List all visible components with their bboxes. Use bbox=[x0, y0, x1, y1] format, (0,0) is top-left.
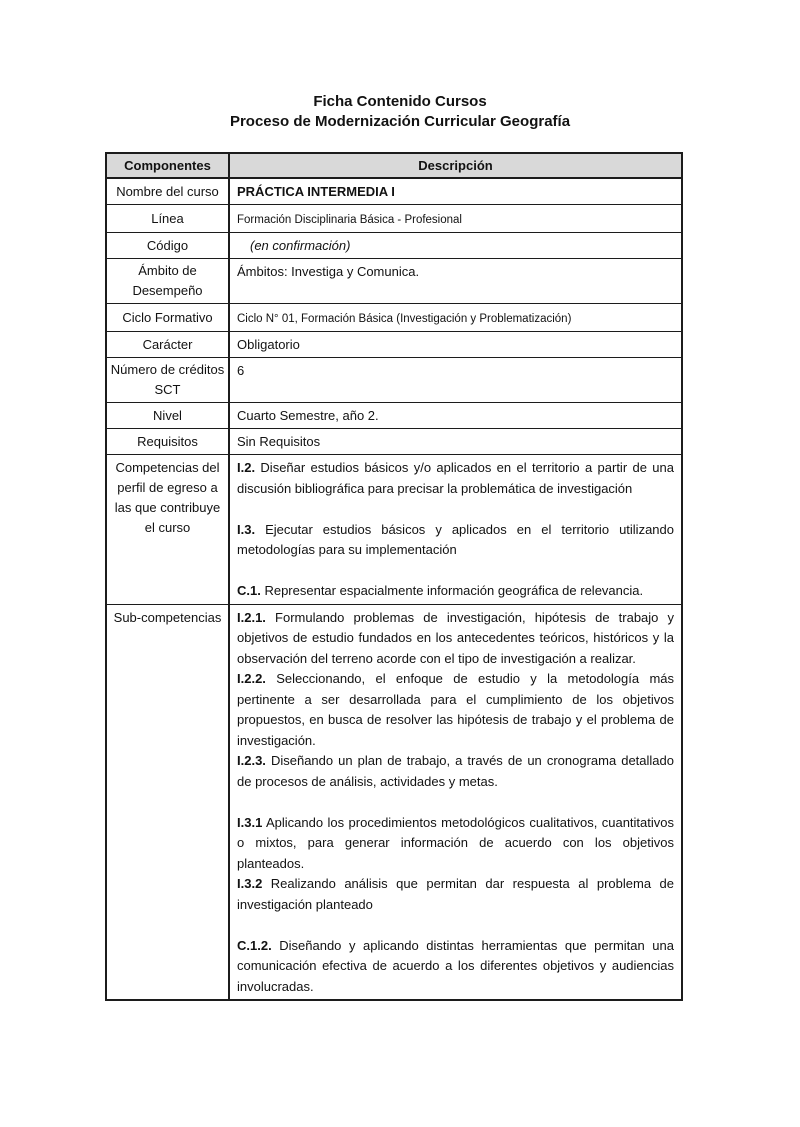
description-value-requisitos: Sin Requisitos bbox=[229, 429, 682, 455]
paragraph-prefix: I.3.2 bbox=[237, 876, 263, 891]
paragraph-prefix: I.3.1 bbox=[237, 814, 263, 830]
description-value-competencias-perfil-egreso bbox=[229, 455, 682, 605]
course-table-body bbox=[106, 178, 682, 1000]
table-row-nivel bbox=[106, 403, 682, 429]
table-row-competencias-perfil-egreso bbox=[106, 455, 682, 605]
course-table-header bbox=[106, 153, 682, 178]
component-label-caracter: Carácter bbox=[106, 332, 229, 358]
document-page bbox=[0, 92, 800, 1127]
document-title bbox=[0, 92, 800, 132]
component-label-numero-de-creditos-sct: Número de créditos SCT bbox=[106, 358, 229, 403]
description-value-numero-de-creditos-sct: 6 bbox=[229, 358, 682, 403]
paragraph-I-2-3: I.2.3. Diseñando un plan de trabajo, a través de un cronograma detallado de procesos de análisis, actividades y metas. bbox=[237, 753, 674, 789]
description-value-sub-competencias bbox=[229, 604, 682, 1000]
paragraph-prefix: I.2.3. bbox=[237, 753, 266, 768]
component-label-nivel: Nivel bbox=[106, 403, 229, 429]
paragraph-prefix: I.2. bbox=[237, 460, 256, 475]
component-label-requisitos: Requisitos bbox=[106, 429, 229, 455]
description-value-caracter: Obligatorio bbox=[229, 332, 682, 358]
course-info-table bbox=[105, 152, 683, 1001]
blank-line bbox=[237, 915, 674, 936]
paragraph-I-3-1: I.3.1 Aplicando los procedimientos metodológicos cualitativos, cuantitativos o mixtos, para generar información de acuerdo con los objetivos planteados. bbox=[237, 814, 674, 871]
paragraph-I-2: I.2. Diseñar estudios básicos y/o aplicados en el territorio a partir de una discusión bibliográfica para precisar la problemática de investigación bbox=[237, 460, 674, 496]
blank-line bbox=[237, 561, 674, 582]
course-table-container bbox=[105, 152, 800, 1001]
description-value-ambito-de-desempeno: Ámbitos: Investiga y Comunica. bbox=[229, 259, 682, 304]
component-label-ciclo-formativo: Ciclo Formativo bbox=[106, 304, 229, 332]
component-label-nombre-del-curso: Nombre del curso bbox=[106, 178, 229, 205]
header-row bbox=[106, 153, 682, 178]
component-label-competencias-perfil-egreso: Competencias del perfil de egreso a las que contribuye el curso bbox=[106, 455, 229, 605]
paragraph-I-2-1: I.2.1. Formulando problemas de investigación, hipótesis de trabajo y objetivos de estudio fundados en los antecedentes teóricos, históricos y la observación del terreno acorde con el tipo de investigación a realizar. bbox=[237, 609, 674, 666]
paragraph-I-3-2: I.3.2 Realizando análisis que permitan dar respuesta al problema de investigación planteado bbox=[237, 876, 674, 912]
paragraph-prefix: C.1. bbox=[237, 583, 261, 598]
paragraph-prefix: I.2.2. bbox=[237, 671, 266, 686]
document-title-line1: Ficha Contenido Cursos bbox=[313, 93, 487, 110]
description-value-nombre-del-curso: PRÁCTICA INTERMEDIA I bbox=[229, 178, 682, 205]
table-row-sub-competencias bbox=[106, 604, 682, 1000]
table-row-caracter bbox=[106, 332, 682, 358]
table-row-linea bbox=[106, 205, 682, 233]
blank-line bbox=[237, 792, 674, 813]
table-row-ciclo-formativo bbox=[106, 304, 682, 332]
table-row-nombre-del-curso bbox=[106, 178, 682, 205]
component-label-linea: Línea bbox=[106, 205, 229, 233]
component-label-sub-competencias: Sub-competencias bbox=[106, 604, 229, 1000]
description-value-nivel: Cuarto Semestre, año 2. bbox=[229, 403, 682, 429]
header-cell-componentes: Componentes bbox=[106, 153, 229, 178]
description-value-ciclo-formativo: Ciclo N° 01, Formación Básica (Investigación y Problematización) bbox=[229, 304, 682, 332]
component-label-ambito-de-desempeno: Ámbito de Desempeño bbox=[106, 259, 229, 304]
paragraph-prefix: I.3. bbox=[237, 521, 256, 537]
table-row-numero-de-creditos-sct bbox=[106, 358, 682, 403]
header-cell-descripcion: Descripción bbox=[229, 153, 682, 178]
paragraph-C-1-2: C.1.2. Diseñando y aplicando distintas herramientas que permitan una comunicación efectiva de acuerdo a los diferentes objetivos y audiencias involucradas. bbox=[237, 937, 674, 994]
description-value-codigo: (en confirmación) bbox=[229, 233, 682, 259]
paragraph-C-1: C.1. Representar espacialmente información geográfica de relevancia. bbox=[237, 583, 644, 598]
document-title-line2: Proceso de Modernización Curricular Geografía bbox=[229, 113, 571, 130]
blank-line bbox=[237, 499, 674, 520]
component-label-codigo: Código bbox=[106, 233, 229, 259]
paragraph-prefix: I.2.1. bbox=[237, 609, 266, 625]
paragraph-I-2-2: I.2.2. Seleccionando, el enfoque de estudio y la metodología más pertinente a ser desarrollada para el cumplimiento de los objetivos propuestos, en busca de resolver las hipótesis de trabajo y el problema de investigación. bbox=[237, 671, 674, 748]
table-row-ambito-de-desempeno bbox=[106, 259, 682, 304]
description-value-linea: Formación Disciplinaria Básica - Profesional bbox=[229, 205, 682, 233]
table-row-requisitos bbox=[106, 429, 682, 455]
paragraph-prefix: C.1.2. bbox=[237, 937, 272, 953]
table-row-codigo bbox=[106, 233, 682, 259]
paragraph-I-3: I.3. Ejecutar estudios básicos y aplicados en el territorio utilizando metodologías para su implementación bbox=[237, 521, 674, 557]
